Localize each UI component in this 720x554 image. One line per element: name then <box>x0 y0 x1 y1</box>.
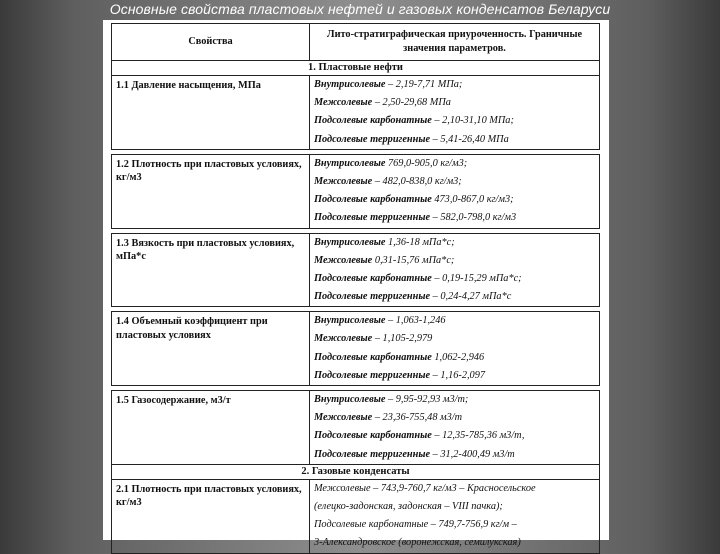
value-line <box>314 155 595 173</box>
section-oil-title: 1. Пластовые нефти <box>112 61 600 76</box>
formation-label: Межсолевые <box>314 97 373 109</box>
value-line <box>314 427 595 445</box>
formation-range: 473,0-867,0 кг/м3; <box>434 194 514 206</box>
formation-label: Межсолевые <box>314 333 373 345</box>
value-line: (елецко-задонская, задонская – VIII пачка); <box>314 500 503 512</box>
slide-title: Основные свойства пластовых нефтей и газовых конденсатов Беларуси <box>109 1 611 17</box>
formation-range: – 2,50-29,68 МПа <box>374 97 451 109</box>
value-line <box>314 409 595 427</box>
formation-range: – 1,105-2,979 <box>374 333 433 345</box>
formation-label: Подсолевые карбонатные <box>314 115 432 127</box>
table-row <box>112 391 600 465</box>
formation-range: 1,062-2,946 <box>434 351 485 363</box>
property-cell: 1.3 Вязкость при пластовых условиях, мПа*с <box>112 233 310 307</box>
formation-range: – 12,35-785,36 м3/т, <box>434 430 525 442</box>
formation-range: – 1,16-2,097 <box>432 369 485 381</box>
section-gas-title: 2. Газовые конденсаты <box>112 464 600 479</box>
values-cell <box>310 391 600 465</box>
formation-label: Внутрисолевые <box>314 157 386 169</box>
formation-label: Подсолевые терригенные <box>314 448 431 460</box>
property-cell: 1.2 Плотность при пластовых условиях, кг/м3 <box>112 154 310 228</box>
value-line <box>314 391 595 409</box>
property-cell: 2.1 Плотность при пластовых условиях, кг/м3 <box>112 479 310 553</box>
values-cell <box>310 479 600 553</box>
value-line <box>314 446 595 464</box>
properties-table <box>111 23 600 554</box>
table-row <box>112 312 600 386</box>
value-line <box>314 173 595 191</box>
value-line <box>314 270 595 288</box>
formation-label: Подсолевые карбонатные <box>314 272 432 284</box>
formation-range: – 1,063-1,246 <box>388 315 446 327</box>
formation-label: Подсолевые терригенные <box>314 212 431 224</box>
values-cell <box>310 233 600 307</box>
formation-label: Внутрисолевые <box>314 236 386 248</box>
formation-label: Межсолевые <box>314 412 373 424</box>
section-gas-row <box>112 464 600 479</box>
formation-label: Внутрисолевые <box>314 79 386 90</box>
table-row <box>112 76 600 150</box>
header-values: Лито-стратиграфическая приуроченность. Граничные значения параметров. <box>310 24 600 61</box>
formation-range: 769,0-905,0 кг/м3; <box>388 157 468 169</box>
value-line <box>314 367 595 385</box>
values-cell <box>310 154 600 228</box>
value-line <box>314 76 595 94</box>
header-property: Свойства <box>112 24 310 61</box>
formation-label: Подсолевые карбонатные <box>314 430 432 442</box>
formation-range: – 31,2-400,49 м3/т <box>432 448 515 460</box>
property-cell: 1.5 Газосодержание, м3/т <box>112 391 310 465</box>
formation-label: Подсолевые терригенные <box>314 133 431 145</box>
value-line <box>314 131 595 149</box>
formation-label: Внутрисолевые <box>314 394 386 405</box>
formation-range: 1,36-18 мПа*с; <box>388 236 455 248</box>
formation-range: – 0,24-4,27 мПа*с <box>432 291 512 303</box>
table-row <box>112 479 600 553</box>
formation-range: – 23,36-755,48 м3/т <box>374 412 463 424</box>
value-line <box>314 112 595 130</box>
formation-range: – 2,10-31,10 МПа; <box>434 115 514 127</box>
property-cell: 1.4 Объемный коэффициент при пластовых условиях <box>112 312 310 386</box>
formation-label: Подсолевые карбонатные <box>314 351 432 363</box>
value-line <box>314 312 595 330</box>
value-line <box>314 349 595 367</box>
value-line: Подсолевые карбонатные – 749,7-756,9 кг/м – <box>314 519 517 531</box>
formation-label: Межсолевые <box>314 175 373 187</box>
formation-label: Подсолевые карбонатные <box>314 194 432 206</box>
formation-range: – 5,41-26,40 МПа <box>432 133 509 145</box>
formation-range: – 2,19-7,71 МПа; <box>388 79 463 90</box>
table-row <box>112 154 600 228</box>
section-oil-row <box>112 61 600 76</box>
values-cell <box>310 312 600 386</box>
formation-label: Внутрисолевые <box>314 315 386 327</box>
values-cell <box>310 76 600 150</box>
value-line <box>314 94 595 112</box>
formation-label: Подсолевые терригенные <box>314 291 431 303</box>
value-line <box>314 209 595 227</box>
value-line: 3-Александровское (воронежская, семилукская) <box>314 537 521 549</box>
value-line <box>314 330 595 348</box>
property-cell: 1.1 Давление насыщения, МПа <box>112 76 310 150</box>
formation-range: – 482,0-838,0 кг/м3; <box>374 175 462 187</box>
formation-range: 0,31-15,76 мПа*с; <box>374 254 455 266</box>
value-line <box>314 252 595 270</box>
formation-range: – 582,0-798,0 кг/м3 <box>432 212 517 224</box>
formation-range: – 9,95-92,93 м3/т; <box>388 394 469 405</box>
formation-range: – 0,19-15,29 мПа*с; <box>434 272 522 284</box>
document-sheet <box>103 20 609 549</box>
table-row <box>112 233 600 307</box>
table-header-row <box>112 24 600 61</box>
value-line: Межсолевые – 743,9-760,7 кг/м3 – Красносельское <box>314 482 536 494</box>
value-line <box>314 234 595 252</box>
formation-label: Подсолевые терригенные <box>314 369 431 381</box>
formation-label: Межсолевые <box>314 254 373 266</box>
value-line <box>314 288 595 306</box>
value-line <box>314 191 595 209</box>
